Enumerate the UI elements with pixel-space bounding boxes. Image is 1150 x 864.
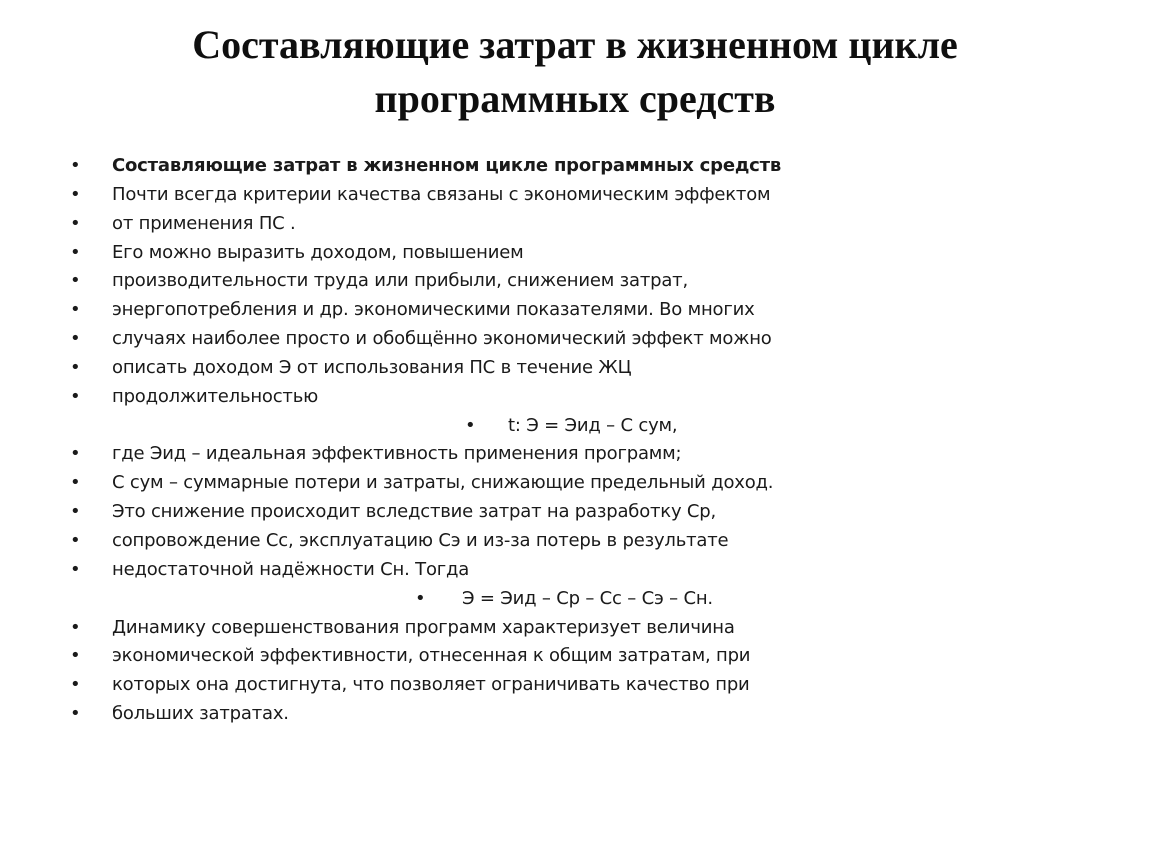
- list-item-text: Его можно выразить доходом, повышением: [112, 241, 524, 263]
- list-item: [0, 469, 1150, 498]
- list-item-text: случаях наиболее просто и обобщённо экономический эффект можно: [112, 328, 772, 350]
- bullet-list: [0, 152, 1150, 729]
- bullet-icon: •: [70, 241, 81, 263]
- list-item: [0, 440, 1150, 469]
- list-item: [0, 210, 1150, 239]
- bullet-icon: •: [70, 529, 81, 551]
- slide-title: [40, 18, 1110, 126]
- bullet-icon: •: [70, 558, 81, 580]
- list-item-text: которых она достигнута, что позволяет ограничивать качество при: [112, 674, 750, 696]
- bullet-icon: •: [70, 472, 81, 494]
- list-item-text: Динамику совершенствования программ характеризует величина: [112, 616, 735, 638]
- bullet-icon: •: [70, 443, 81, 465]
- list-item-text: Это снижение происходит вследствие затрат на разработку Ср,: [112, 501, 717, 523]
- title-line-1: Составляющие затрат в жизненном цикле: [192, 22, 958, 67]
- bullet-icon: •: [70, 183, 81, 205]
- list-item-text: недостаточной надёжности Сн. Тогда: [112, 558, 470, 580]
- bullet-icon: •: [70, 299, 81, 321]
- list-item: [0, 556, 1150, 585]
- list-item: [0, 614, 1150, 643]
- list-item-text: С сум – суммарные потери и затраты, снижающие предельный доход.: [112, 472, 774, 494]
- bullet-icon: •: [415, 587, 426, 609]
- formula-item: [0, 412, 1150, 441]
- list-item: [0, 527, 1150, 556]
- bullet-icon: •: [70, 674, 81, 696]
- list-item-text: продолжительностью: [112, 385, 319, 407]
- list-item-text: больших затратах.: [112, 703, 289, 725]
- list-item-text: где Эид – идеальная эффективность применения программ;: [112, 443, 682, 465]
- list-item: [0, 296, 1150, 325]
- title-line-2: программных средств: [374, 76, 776, 121]
- bullet-icon: •: [70, 155, 81, 176]
- list-item: [0, 642, 1150, 671]
- list-item: [0, 239, 1150, 268]
- bullet-icon: •: [70, 501, 81, 523]
- bullet-icon: •: [70, 385, 81, 407]
- bullet-icon: •: [70, 616, 81, 638]
- formula-text: Э = Эид – Ср – Сс – Сэ – Сн.: [462, 587, 713, 609]
- list-item: [0, 354, 1150, 383]
- list-item: [0, 671, 1150, 700]
- bullet-icon: •: [70, 212, 81, 234]
- bullet-icon: •: [70, 356, 81, 378]
- list-item-text: описать доходом Э от использования ПС в течение ЖЦ: [112, 356, 632, 378]
- list-item: [0, 498, 1150, 527]
- bullet-icon: •: [70, 645, 81, 667]
- bullet-icon: •: [465, 414, 476, 436]
- list-item-text: сопровождение Сс, эксплуатацию Сэ и из-за потерь в результате: [112, 529, 729, 551]
- list-item: [0, 152, 1150, 181]
- list-item-text: Почти всегда критерии качества связаны с экономическим эффектом: [112, 183, 771, 205]
- list-item: [0, 181, 1150, 210]
- bullet-icon: •: [70, 703, 81, 725]
- bullet-icon: •: [70, 270, 81, 292]
- list-item-text: экономической эффективности, отнесенная к общим затратам, при: [112, 645, 751, 667]
- formula-text: t: Э = Эид – С сум,: [508, 414, 678, 436]
- bullet-icon: •: [70, 328, 81, 350]
- list-item: [0, 700, 1150, 729]
- list-item: [0, 383, 1150, 412]
- formula-item: [0, 585, 1150, 614]
- list-item-text: энергопотребления и др. экономическими показателями. Во многих: [112, 299, 755, 321]
- list-item-text: Составляющие затрат в жизненном цикле программных средств: [112, 155, 782, 176]
- list-item-text: от применения ПС .: [112, 212, 296, 234]
- list-item: [0, 325, 1150, 354]
- list-item: [0, 267, 1150, 296]
- list-item-text: производительности труда или прибыли, снижением затрат,: [112, 270, 688, 292]
